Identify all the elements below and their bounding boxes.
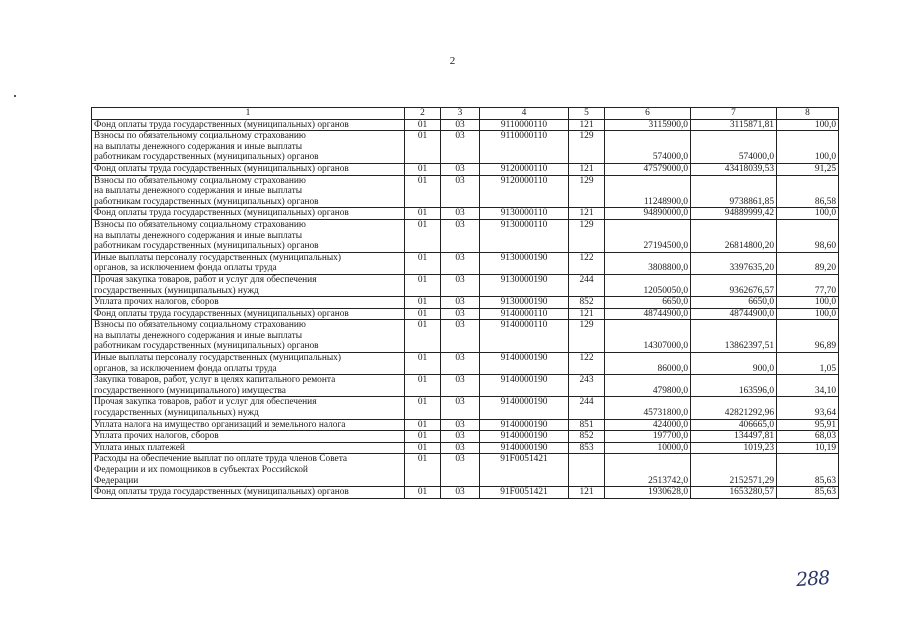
section-code-cell: 01 [405,431,441,443]
execution-percent-cell: 89,20 [777,252,839,274]
planned-amount-cell: 1930628,0 [605,487,691,499]
executed-amount-cell: 574000,0 [691,131,777,164]
budget-table [91,107,839,499]
expense-type-cell: 121 [569,308,605,320]
subsection-code-cell: 03 [441,308,480,320]
expense-name-line: Взносы по обязательному социальному страхованию [94,219,306,230]
planned-amount-cell: 45731800,0 [605,397,691,419]
target-article-cell: 9140000110 [480,308,569,320]
section-code-cell: 01 [405,487,441,499]
table-row [92,131,839,164]
expense-name-line: Федерации [94,475,139,486]
planned-amount-cell: 6650,0 [605,297,691,309]
expense-name-cell [92,353,405,375]
expense-type-cell: 244 [569,397,605,419]
expense-name-cell [92,274,405,296]
table-row [92,320,839,353]
executed-amount-cell: 6650,0 [691,297,777,309]
expense-name-line: государственных (муниципальных) нужд [94,285,259,296]
planned-amount-cell: 12050050,0 [605,274,691,296]
planned-amount-cell: 10000,0 [605,442,691,454]
target-article-cell: 91F0051421 [480,487,569,499]
planned-amount-cell: 27194500,0 [605,219,691,252]
expense-name-line: государственных (муниципальных) нужд [94,408,259,419]
handwritten-page-note: 288 [795,566,830,592]
table-row [92,219,839,252]
execution-percent-cell: 93,64 [777,397,839,419]
table-row [92,419,839,431]
expense-type-cell: 853 [569,442,605,454]
executed-amount-cell: 43418039,53 [691,163,777,175]
expense-name-cell [92,431,405,443]
planned-amount-cell: 2513742,0 [605,454,691,487]
execution-percent-cell: 85,63 [777,454,839,487]
executed-amount-cell: 9738861,85 [691,175,777,208]
subsection-code-cell: 03 [441,175,480,208]
planned-amount-cell: 47579000,0 [605,163,691,175]
table-row [92,431,839,443]
section-code-cell: 01 [405,353,441,375]
expense-name-cell [92,487,405,499]
table-row [92,274,839,296]
planned-amount-cell: 3115900,0 [605,119,691,131]
section-code-cell: 01 [405,252,441,274]
subsection-code-cell: 03 [441,487,480,499]
expense-name-line: Уплата налога на имущество организаций и земельного налога [94,419,346,430]
section-code-cell: 01 [405,442,441,454]
expense-name-line: Уплата иных платежей [94,442,185,453]
executed-amount-cell: 2152571,29 [691,454,777,487]
subsection-code-cell: 03 [441,454,480,487]
expense-name-line: Расходы на обеспечение выплат по оплате труда членов Совета [94,454,348,465]
subsection-code-cell: 03 [441,353,480,375]
target-article-cell: 9120000110 [480,175,569,208]
executed-amount-cell: 3397635,20 [691,252,777,274]
expense-name-cell [92,442,405,454]
expense-type-cell: 121 [569,163,605,175]
subsection-code-cell: 03 [441,419,480,431]
execution-percent-cell: 95,91 [777,419,839,431]
section-code-cell: 01 [405,274,441,296]
section-code-cell: 01 [405,297,441,309]
expense-name-cell [92,320,405,353]
expense-type-cell: 129 [569,320,605,353]
expense-name-cell [92,454,405,487]
header-col-8: 8 [777,108,839,120]
header-col-5: 5 [569,108,605,120]
subsection-code-cell: 03 [441,397,480,419]
expense-type-cell: 852 [569,431,605,443]
executed-amount-cell: 9362676,57 [691,274,777,296]
target-article-cell: 9130000110 [480,208,569,220]
table-row [92,397,839,419]
expense-name-line: Федерации и их помощников в субъектах Российской [94,465,308,475]
expense-name-cell [92,297,405,309]
expense-name-line: работникам государственных (муниципальных) органов [94,241,319,252]
execution-percent-cell: 91,25 [777,163,839,175]
expense-type-cell: 244 [569,274,605,296]
section-code-cell: 01 [405,119,441,131]
subsection-code-cell: 03 [441,208,480,220]
executed-amount-cell: 163596,0 [691,375,777,397]
subsection-code-cell: 03 [441,252,480,274]
expense-name-line: на выплаты денежного содержания и иные выплаты [94,230,302,241]
header-col-7: 7 [691,108,777,120]
target-article-cell: 9130000110 [480,219,569,252]
expense-name-cell [92,119,405,131]
expense-name-cell [92,252,405,274]
expense-name-line: работникам государственных (муниципальных) органов [94,152,319,163]
table-row [92,454,839,487]
expense-type-cell: 852 [569,297,605,309]
expense-type-cell: 129 [569,175,605,208]
executed-amount-cell: 134497,81 [691,431,777,443]
table-row [92,163,839,175]
scan-speck [14,95,16,97]
execution-percent-cell: 34,10 [777,375,839,397]
expense-name-line: на выплаты денежного содержания и иные выплаты [94,186,302,197]
execution-percent-cell: 100,0 [777,308,839,320]
table-row [92,442,839,454]
execution-percent-cell: 100,0 [777,208,839,220]
header-col-4: 4 [480,108,569,120]
target-article-cell: 9120000110 [480,163,569,175]
target-article-cell: 9140000190 [480,375,569,397]
expense-name-line: Фонд оплаты труда государственных (муниципальных) органов [94,487,349,498]
planned-amount-cell: 574000,0 [605,131,691,164]
target-article-cell: 9140000190 [480,353,569,375]
target-article-cell: 9110000110 [480,131,569,164]
table-row [92,175,839,208]
planned-amount-cell: 48744900,0 [605,308,691,320]
subsection-code-cell: 03 [441,274,480,296]
subsection-code-cell: 03 [441,320,480,353]
table-row [92,297,839,309]
planned-amount-cell: 86000,0 [605,353,691,375]
target-article-cell: 9140000190 [480,442,569,454]
expense-name-line: на выплаты денежного содержания и иные выплаты [94,141,302,152]
executed-amount-cell: 94889999,42 [691,208,777,220]
header-col-6: 6 [605,108,691,120]
expense-name-cell [92,131,405,164]
executed-amount-cell: 1653280,57 [691,487,777,499]
expense-name-cell [92,163,405,175]
execution-percent-cell: 1,05 [777,353,839,375]
table-row [92,375,839,397]
section-code-cell: 01 [405,419,441,431]
planned-amount-cell: 197700,0 [605,431,691,443]
subsection-code-cell: 03 [441,219,480,252]
expense-type-cell: 243 [569,375,605,397]
expense-type-cell: 122 [569,353,605,375]
target-article-cell: 91F0051421 [480,454,569,487]
expense-name-cell [92,175,405,208]
executed-amount-cell: 1019,23 [691,442,777,454]
table-row [92,353,839,375]
subsection-code-cell: 03 [441,442,480,454]
expense-name-line: Уплата прочих налогов, сборов [94,431,219,442]
planned-amount-cell: 14307000,0 [605,320,691,353]
section-code-cell: 01 [405,208,441,220]
expense-name-line: Взносы по обязательному социальному страхованию [94,175,306,186]
expense-name-line: Иные выплаты персоналу государственных (муниципальных) [94,252,341,263]
expense-type-cell: 121 [569,208,605,220]
expense-name-line: органов, за исключением фонда оплаты труда [94,363,277,374]
expense-name-line: работникам государственных (муниципальных) органов [94,196,319,207]
execution-percent-cell: 100,0 [777,131,839,164]
execution-percent-cell: 77,70 [777,274,839,296]
planned-amount-cell: 94890000,0 [605,208,691,220]
expense-name-line: Уплата прочих налогов, сборов [94,297,219,308]
expense-type-cell [569,454,605,487]
expense-name-line: Взносы по обязательному социальному страхованию [94,131,306,142]
page-number: 2 [449,55,456,67]
expense-name-line: Закупка товаров, работ, услуг в целях капитального ремонта [94,375,336,386]
section-code-cell: 01 [405,397,441,419]
planned-amount-cell: 3808800,0 [605,252,691,274]
header-col-2: 2 [405,108,441,120]
executed-amount-cell: 900,0 [691,353,777,375]
expense-name-line: работникам государственных (муниципальных) органов [94,341,319,352]
executed-amount-cell: 406665,0 [691,419,777,431]
planned-amount-cell: 11248900,0 [605,175,691,208]
table-row [92,308,839,320]
expense-name-line: Прочая закупка товаров, работ и услуг для обеспечения [94,274,317,285]
header-col-3: 3 [441,108,480,120]
expense-name-cell [92,419,405,431]
table-row [92,119,839,131]
expense-name-line: Фонд оплаты труда государственных (муниципальных) органов [94,163,349,174]
table-row [92,487,839,499]
expense-name-line: на выплаты денежного содержания и иные выплаты [94,330,302,341]
execution-percent-cell: 96,89 [777,320,839,353]
executed-amount-cell: 13862397,51 [691,320,777,353]
target-article-cell: 9140000190 [480,431,569,443]
table-row [92,208,839,220]
planned-amount-cell: 479800,0 [605,375,691,397]
section-code-cell: 01 [405,131,441,164]
expense-name-cell [92,208,405,220]
subsection-code-cell: 03 [441,375,480,397]
subsection-code-cell: 03 [441,297,480,309]
section-code-cell: 01 [405,163,441,175]
expense-type-cell: 851 [569,419,605,431]
section-code-cell: 01 [405,320,441,353]
executed-amount-cell: 48744900,0 [691,308,777,320]
execution-percent-cell: 10,19 [777,442,839,454]
target-article-cell: 9130000190 [480,297,569,309]
target-article-cell: 9140000190 [480,397,569,419]
execution-percent-cell: 86,58 [777,175,839,208]
expense-name-line: Взносы по обязательному социальному страхованию [94,320,306,331]
expense-name-line: Фонд оплаты труда государственных (муниципальных) органов [94,208,349,219]
target-article-cell: 9140000190 [480,419,569,431]
section-code-cell: 01 [405,219,441,252]
table-header-row [92,108,839,120]
execution-percent-cell: 85,63 [777,487,839,499]
expense-name-cell [92,219,405,252]
section-code-cell: 01 [405,308,441,320]
expense-type-cell: 121 [569,119,605,131]
subsection-code-cell: 03 [441,131,480,164]
target-article-cell: 9140000110 [480,320,569,353]
header-col-1: 1 [92,108,405,120]
subsection-code-cell: 03 [441,431,480,443]
expense-type-cell: 129 [569,131,605,164]
section-code-cell: 01 [405,375,441,397]
subsection-code-cell: 03 [441,163,480,175]
executed-amount-cell: 3115871,81 [691,119,777,131]
expense-name-line: Прочая закупка товаров, работ и услуг для обеспечения [94,397,317,408]
expense-type-cell: 129 [569,219,605,252]
target-article-cell: 9130000190 [480,252,569,274]
target-article-cell: 9110000110 [480,119,569,131]
expense-name-line: государственного (муниципального) имущества [94,385,286,396]
target-article-cell: 9130000190 [480,274,569,296]
expense-name-line: органов, за исключением фонда оплаты труда [94,263,277,274]
table-row [92,252,839,274]
executed-amount-cell: 42821292,96 [691,397,777,419]
section-code-cell: 01 [405,175,441,208]
expense-name-line: Иные выплаты персоналу государственных (муниципальных) [94,353,341,364]
execution-percent-cell: 98,60 [777,219,839,252]
expense-name-cell [92,397,405,419]
expense-name-cell [92,375,405,397]
execution-percent-cell: 100,0 [777,297,839,309]
planned-amount-cell: 424000,0 [605,419,691,431]
expense-name-line: Фонд оплаты труда государственных (муниципальных) органов [94,119,349,130]
expense-type-cell: 121 [569,487,605,499]
table-body [92,108,839,499]
execution-percent-cell: 68,03 [777,431,839,443]
expense-name-line: Фонд оплаты труда государственных (муниципальных) органов [94,308,349,319]
subsection-code-cell: 03 [441,119,480,131]
expense-name-cell [92,308,405,320]
expense-type-cell: 122 [569,252,605,274]
executed-amount-cell: 26814800,20 [691,219,777,252]
execution-percent-cell: 100,0 [777,119,839,131]
section-code-cell: 01 [405,454,441,487]
